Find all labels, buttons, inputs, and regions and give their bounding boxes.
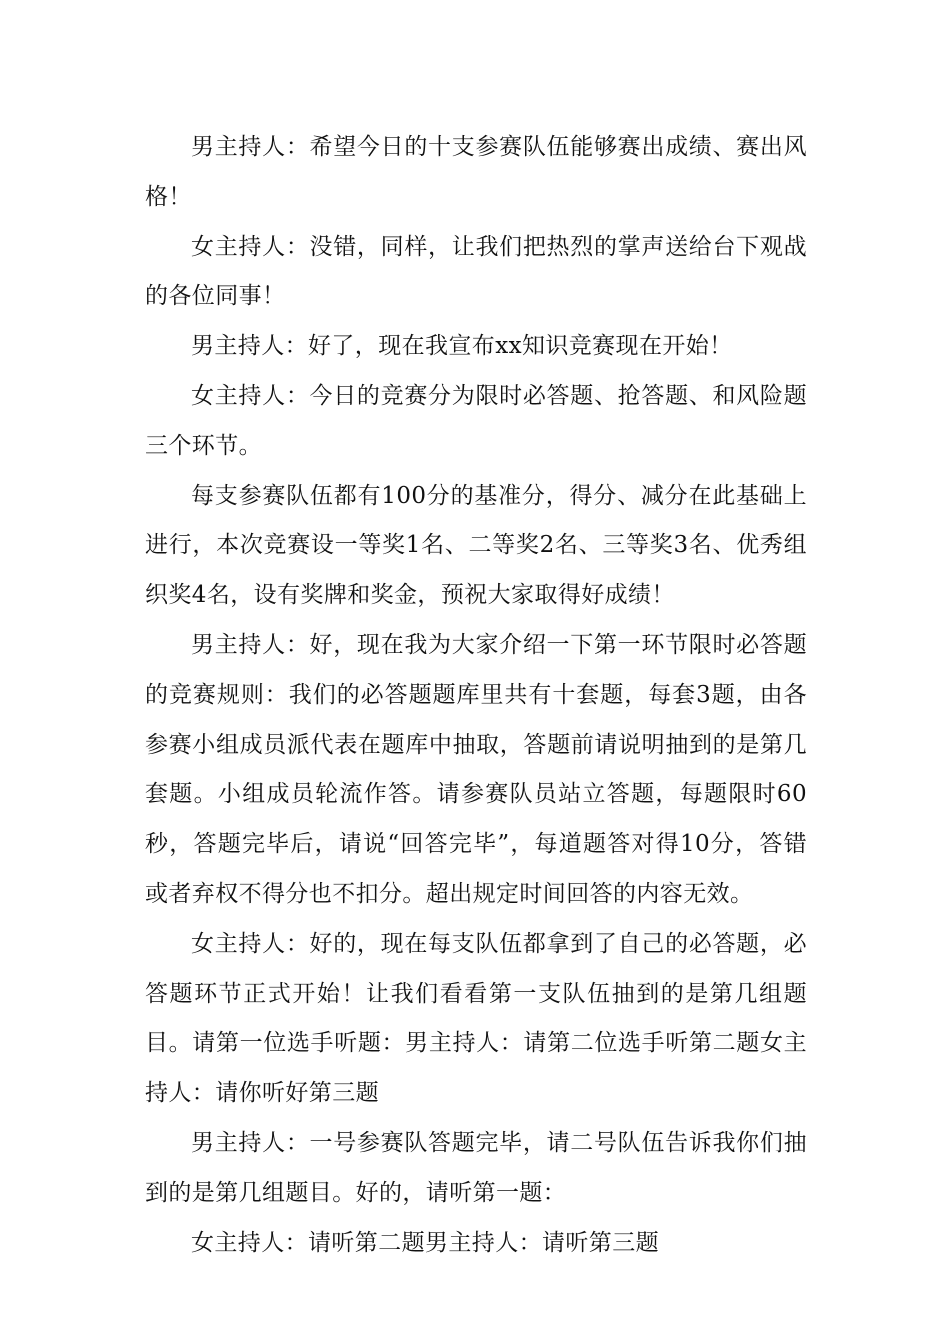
paragraph-1: 男主持人：希望今日的十支参赛队伍能够赛出成绩、赛出风格！ <box>145 134 807 210</box>
paragraph-7: 女主持人：好的，现在每支队伍都拿到了自己的必答题，必答题环节正式开始！让我们看看第一支队伍抽到的是第几组题目。请第一位选手听题：男主持人：请第二位选手听第二题女主持人：请你听好第三题 <box>145 930 807 1107</box>
document-body <box>145 123 807 1268</box>
paragraph-9: 女主持人：请听第二题男主持人：请听第三题 <box>191 1229 659 1256</box>
paragraph-6: 男主持人：好，现在我为大家介绍一下第一环节限时必答题的竞赛规则：我们的必答题题库里共有十套题，每套3题，由各参赛小组成员派代表在题库中抽取，答题前请说明抽到的是第几套题。小组成员轮流作答。请参赛队员站立答题，每题限时60秒，答题完毕后，请说“回答完毕”，每道题答对得10分，答错或者弃权不得分也不扣分。超出规定时间回答的内容无效。 <box>145 631 807 907</box>
paragraph-8: 男主持人：一号参赛队答题完毕，请二号队伍告诉我你们抽到的是第几组题目。好的，请听第一题： <box>145 1129 807 1206</box>
paragraph-2: 女主持人：没错，同样，让我们把热烈的掌声送给台下观战的各位同事！ <box>145 233 807 310</box>
paragraph-4: 女主持人：今日的竞赛分为限时必答题、抢答题、和风险题三个环节。 <box>145 382 807 459</box>
paragraph-5: 每支参赛队伍都有100分的基准分，得分、减分在此基础上进行，本次竞赛设一等奖1名、二等奖2名、三等奖3名、优秀组织奖4名，设有奖牌和奖金，预祝大家取得好成绩！ <box>145 482 807 609</box>
paragraph-3: 男主持人：好了，现在我宣布xx知识竞赛现在开始！ <box>191 333 733 360</box>
